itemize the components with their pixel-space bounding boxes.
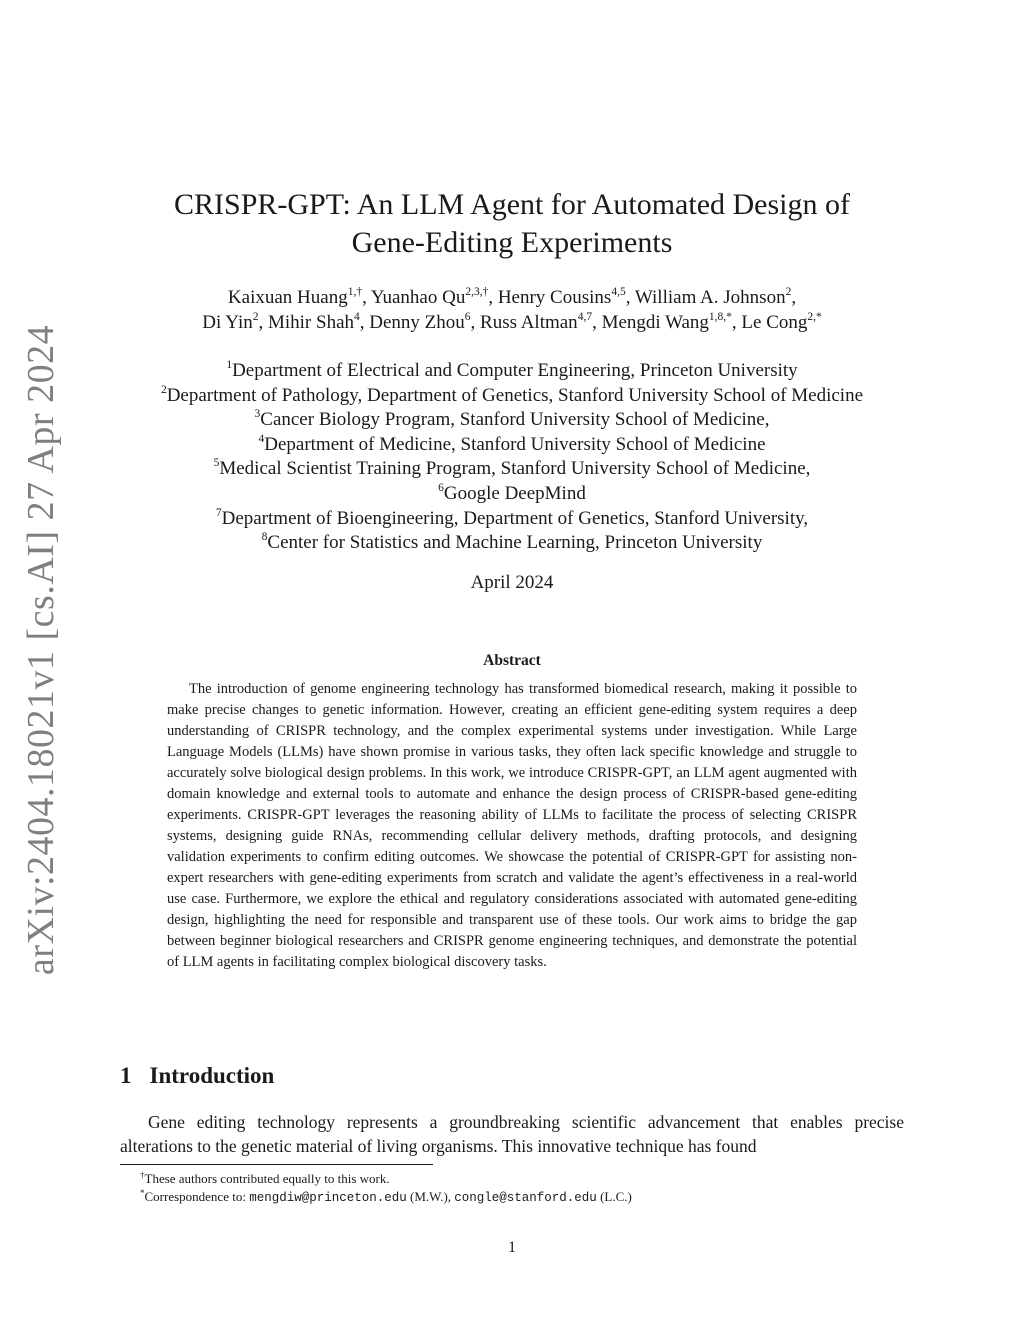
abstract-body: The introduction of genome engineering technology has transformed biomedical research, making it possible to make precise changes to genetic information. However, creating an efficient gene-editing system requires a deep understanding of CRISPR technology, and the complex experimental systems under investigation. While Large Language Models (LLMs) have shown promise in various tasks, they often lack specific knowledge and struggle to accurately solve biological design problems. In this work, we introduce CRISPR-GPT, an LLM agent augmented with domain knowledge and external tools to automate and enhance the design process of CRISPR-based gene-editing experiments. CRISPR-GPT leverages the reasoning ability of LLMs to facilitate the process of selecting CRISPR systems, designing guide RNAs, recommending cellular delivery methods, drafting protocols, and designing validation experiments to confirm editing outcomes. We showcase the potential of CRISPR-GPT for assisting non-expert researchers with gene-editing experiments from scratch and validate the agent’s effectiveness in a real-world use case. Furthermore, we explore the ethical and regulatory considerations associated with automated gene-editing design, highlighting the need for responsible and transparent use of these tools. Our work aims to bridge the gap between beginner biological researchers and CRISPR genome engineering techniques, and demonstrate the potential of LLM agents in facilitating complex biological discovery tasks. (167, 681, 857, 970)
footnotes (140, 1170, 900, 1207)
footnote-rule (120, 1164, 433, 1165)
author-name: William A. Johnson (634, 287, 786, 308)
author-name: Di Yin (202, 312, 253, 333)
author-mark: 2 (785, 286, 792, 298)
email-link[interactable]: mengdiw@princeton.edu (249, 1191, 407, 1205)
author-mark: 6 (464, 311, 471, 323)
author-mark: 2,3,† (465, 286, 489, 298)
author-name: Yuanhao Qu (370, 287, 466, 308)
title-line-2: Gene-Editing Experiments (351, 226, 673, 259)
footnote-correspondence: *Correspondence to: mengdiw@princeton.edu (M.W.), congle@stanford.edu (L.C.) (140, 1188, 632, 1205)
intro-paragraph: Gene editing technology represents a groundbreaking scientific advancement that enables precise alterations to the genetic material of living organisms. This innovative technique has found (120, 1112, 904, 1156)
section-heading (120, 1063, 274, 1089)
author-line-1: Kaixuan Huang$^{1,\dagger}$, Yuanhao $Qu^{2,3,\dagger}$, Henry Cousins$^{4,5}$, William A. Johnson$^2$, (227, 286, 797, 308)
author-mark: 1,† (347, 286, 363, 298)
affiliation-list (110, 359, 914, 556)
author-name: Kaixuan Huang (227, 287, 348, 308)
section-title: Introduction (149, 1063, 275, 1088)
paper-title (120, 186, 904, 262)
email-link[interactable]: congle@stanford.edu (454, 1191, 597, 1205)
affiliation: $^4$Department of Medicine, Stanford University School of Medicine (258, 432, 766, 455)
affiliation: $^3$Cancer Biology Program, Stanford University School of Medicine, (254, 408, 770, 431)
affiliation: $^7$Department of Bioengineering, Department of Genetics, Stanford University, (215, 506, 809, 529)
author-mark: 4 (354, 311, 360, 323)
arxiv-id: arXiv:2404.18021v1 [cs.AI] 27 Apr 2024 (20, 324, 63, 976)
author-name: Henry Cousins (497, 287, 612, 308)
author-name: Denny Zhou (369, 312, 465, 333)
author-mark: 4,7 (577, 311, 593, 323)
title-line-1: CRISPR-GPT: An LLM Agent for Automated Design of (174, 188, 850, 221)
page-number: 1 (508, 1239, 516, 1256)
author-mark: 2 (252, 311, 259, 323)
author-line-2: Di Yin$^2$, Mihir Shah$^4$, Denny Zhou$^6$, Russ Altman$^{4,7}$, Mengdi Wang$^{1,8,*}$, Le Cong$^{2,*}$ (202, 311, 822, 333)
affiliation: $^5$Medical Scientist Training Program, Stanford University School of Medicine, (213, 457, 811, 480)
author-mark: 4,5 (611, 286, 626, 298)
author-list (120, 285, 904, 335)
author-name: Russ Altman (480, 312, 578, 333)
author-mark: 2,* (807, 311, 822, 323)
affiliation: $^8$Center for Statistics and Machine Learning, Princeton University (261, 531, 763, 554)
affiliation: $^1$Department of Electrical and Computer Engineering, Princeton University (226, 359, 798, 381)
footnote-equal-contribution: †These authors contributed equally to this work. (140, 1170, 390, 1186)
affiliation: $^2$Department of Pathology, Department of Genetics, Stanford University School of Medicine (160, 383, 864, 406)
author-name: Mihir Shah (267, 312, 355, 333)
abstract-heading: Abstract (483, 652, 541, 669)
publication-date: April 2024 (470, 572, 554, 593)
arxiv-stamp (14, 324, 68, 976)
author-mark: 1,8,* (708, 311, 732, 323)
author-name: Mengdi Wang (601, 312, 709, 333)
author-name: Le Cong (741, 312, 808, 333)
section-number: 1 (120, 1063, 132, 1088)
affiliation: $^6$Google DeepMind (438, 481, 586, 504)
